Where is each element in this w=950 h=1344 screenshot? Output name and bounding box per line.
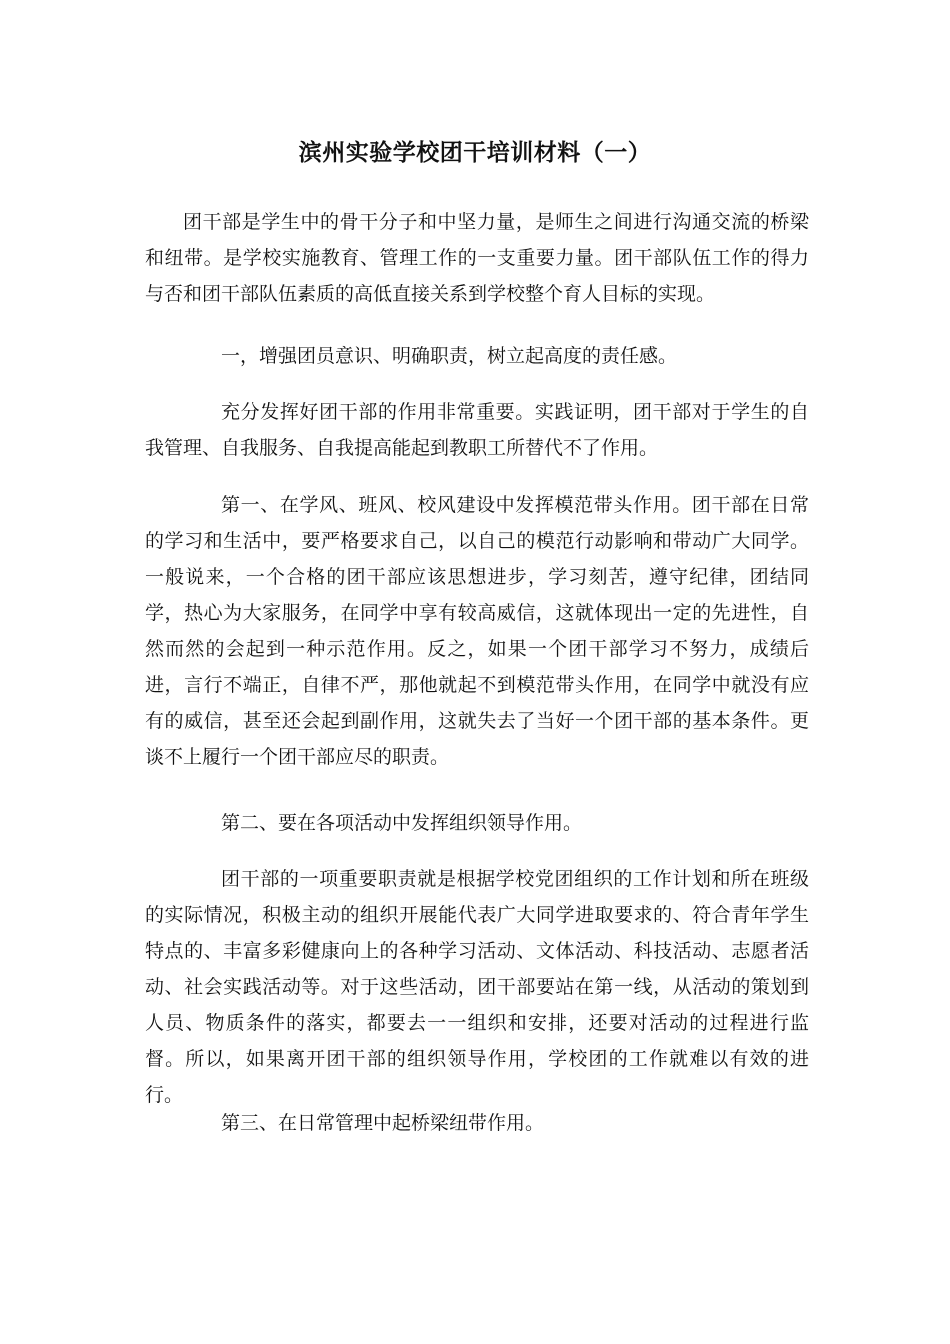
section-heading-one: 一，增强团员意识、明确职责，树立起高度的责任感。 bbox=[221, 345, 678, 367]
body-paragraph: 充分发挥好团干部的作用非常重要。实践证明，团干部对于学生的自我管理、自我服务、自我提高能起到教职工所替代不了作用。 bbox=[145, 401, 809, 459]
intro-paragraph: 团干部是学生中的骨干分子和中坚力量，是师生之间进行沟通交流的桥梁和纽带。是学校实施教育、管理工作的一支重要力量。团干部队伍工作的得力与否和团干部队伍素质的高低直接关系到学校整个育人目标的实现。 bbox=[145, 211, 809, 305]
subsection-heading-two: 第二、要在各项活动中发挥组织领导作用。 bbox=[221, 812, 583, 834]
body-paragraph: 团干部的一项重要职责就是根据学校党团组织的工作计划和所在班级的实际情况，积极主动的组织开展能代表广大同学进取要求的、符合青年学生特点的、丰富多彩健康向上的各种学习活动、文体活动、科技活动、志愿者活动、社会实践活动等。对于这些活动，团干部要站在第一线，从活动的策划到人员、物质条件的落实，都要去一一组织和安排，还要对活动的过程进行监督。所以，如果离开团干部的组织领导作用，学校团的工作就难以有效的进行。 bbox=[145, 868, 809, 1106]
document-title: 滨州实验学校团干培训材料（一） bbox=[298, 140, 652, 166]
subsection-heading-three: 第三、在日常管理中起桥梁纽带作用。 bbox=[221, 1112, 545, 1134]
body-paragraph: 第一、在学风、班风、校风建设中发挥模范带头作用。团干部在日常的学习和生活中，要严格要求自己，以自己的模范行动影响和带动广大同学。一般说来，一个合格的团干部应该思想进步，学习刻苦，遵守纪律，团结同学，热心为大家服务，在同学中享有较高威信，这就体现出一定的先进性，自然而然的会起到一种示范作用。反之，如果一个团干部学习不努力，成绩后进，言行不端正，自律不严，那他就起不到模范带头作用，在同学中就没有应有的威信，甚至还会起到副作用，这就失去了当好一个团干部的基本条件。更谈不上履行一个团干部应尽的职责。 bbox=[145, 494, 809, 768]
